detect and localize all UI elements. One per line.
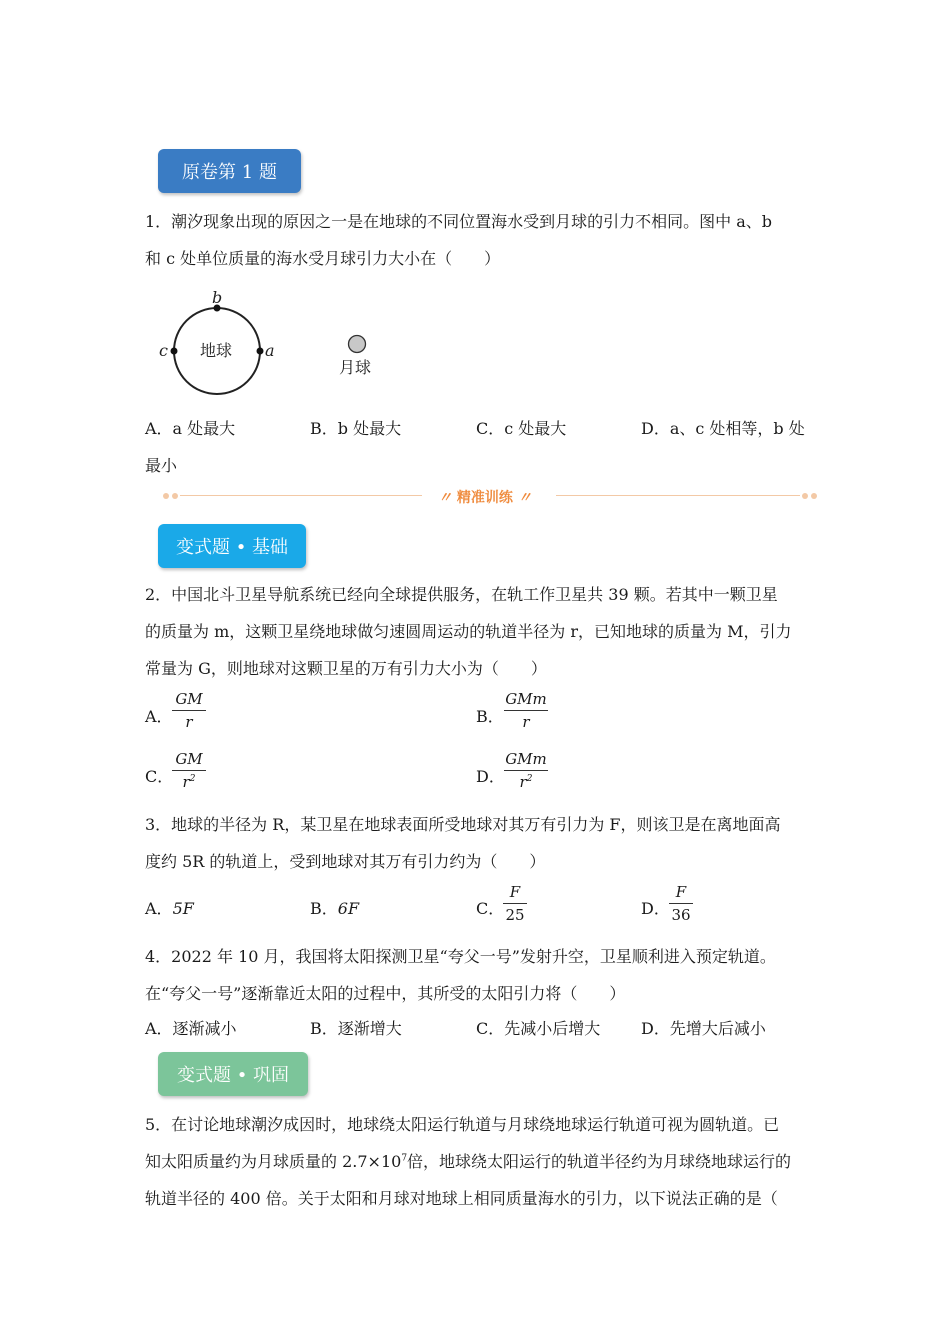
fraction-bar (504, 770, 548, 771)
divider-dot-left-1 (163, 493, 169, 499)
q2-option-a-numerator: GM (175, 690, 203, 708)
q4-option-a: A．逐渐减小 (145, 1019, 237, 1038)
original-question-badge (158, 149, 301, 193)
variant-basic-badge (158, 524, 306, 568)
point-b-label: b (212, 288, 223, 307)
q1-line1: 1．潮汐现象出现的原因之一是在地球的不同位置海水受到月球的引力不相同。图中 a、b (145, 212, 773, 231)
fraction-bar (172, 710, 206, 711)
point-a-label: a (265, 341, 275, 360)
q3-option-c-denominator: 25 (505, 906, 525, 924)
fraction-bar (504, 710, 548, 711)
q5-line1: 5．在讨论地球潮汐成因时，地球绕太阳运行轨道与月球绕地球运行轨道可视为圆轨道。已 (145, 1115, 780, 1134)
divider-label (438, 487, 532, 507)
q3-option-c-fraction (503, 883, 527, 924)
fraction-bar (669, 903, 693, 904)
fraction-bar (172, 770, 206, 771)
divider-dot-right-2 (811, 493, 817, 499)
q2-option-d-label: D． (476, 767, 505, 786)
q1-option-b: B．b 处最大 (310, 419, 402, 438)
moon-label: 月球 (339, 358, 372, 377)
q3-line2: 度约 5R 的轨道上，受到地球对其万有引力约为（ ） (145, 852, 546, 871)
q2-option-d-denominator: $r^2$ (519, 773, 533, 791)
point-c-dot (171, 348, 178, 355)
q1-option-d-continued: 最小 (145, 456, 178, 475)
q4-option-c: C．先减小后增大 (476, 1019, 601, 1038)
variant-consolidate-badge (158, 1052, 308, 1096)
q1-option-c: C．c 处最大 (476, 419, 567, 438)
divider-slash-left-icon: 〃 (438, 490, 452, 506)
q1-option-d: D．a、c 处相等，b 处 (641, 419, 805, 438)
divider-dot-right-1 (802, 493, 808, 499)
q3-option-d-fraction (669, 883, 693, 924)
point-c-label: c (159, 341, 168, 360)
q2-option-d-numerator: GMm (505, 750, 547, 768)
variant-basic-badge-label: 变式题 • 基础 (175, 537, 289, 558)
q2-line1: 2．中国北斗卫星导航系统已经向全球提供服务，在轨工作卫星共 39 颗。若其中一颗卫星 (145, 585, 778, 604)
q3-line1: 3．地球的半径为 R，某卫星在地球表面所受地球对其万有引力为 F，则该卫是在离地面高 (145, 815, 781, 834)
q4-line1: 4．2022 年 10 月，我国将太阳探测卫星“夸父一号”发射升空，卫星顺利进入预定轨道。 (145, 947, 776, 966)
q3-option-c-label: C． (476, 899, 505, 918)
variant-consolidate-badge-label: 变式题 • 巩固 (176, 1065, 290, 1086)
q3-option-a: A．5F (145, 899, 194, 918)
q2-option-b-denominator: r (522, 713, 530, 731)
q2-option-c-denominator: $r^2$ (182, 773, 196, 791)
q3-option-d-denominator: 36 (671, 906, 691, 924)
q3-option-d-numerator: F (675, 883, 687, 901)
q2-line2: 的质量为 m，这颗卫星绕地球做匀速圆周运动的轨道半径为 r，已知地球的质量为 M，引力 (145, 622, 792, 641)
q2-option-c-fraction (172, 750, 206, 791)
q2-option-a-denominator: r (185, 713, 193, 731)
q4-option-b: B．逐渐增大 (310, 1019, 402, 1038)
q2-option-d-fraction (504, 750, 548, 791)
original-question-badge-label: 原卷第 1 题 (182, 162, 277, 183)
q2-option-b-fraction (504, 690, 548, 731)
divider-line-left (180, 495, 422, 496)
moon-circle (349, 336, 366, 353)
q2-option-c-label: C． (145, 767, 174, 786)
q3-option-c-numerator: F (509, 883, 521, 901)
divider-slash-right-icon: 〃 (517, 490, 532, 506)
q2-option-b-numerator: GMm (505, 690, 547, 708)
divider-label-text: 精准训练 (456, 490, 513, 506)
q2-line3: 常量为 G，则地球对这颗卫星的万有引力大小为（ ） (145, 659, 547, 678)
q5-line3: 轨道半径的 400 倍。关于太阳和月球对地球上相同质量海水的引力，以下说法正确的是（ (145, 1189, 778, 1208)
divider-dot-left-2 (172, 493, 178, 499)
q2-option-a-fraction (172, 690, 206, 731)
q4-option-d: D．先增大后减小 (641, 1019, 766, 1038)
q3-option-d-label: D． (641, 899, 670, 918)
q5-line2: 知太阳质量约为月球质量的 $2.7\times 10^7$倍，地球绕太阳运行的轨道半径约为月球绕地球运行的 (145, 1152, 792, 1171)
divider-line-right (556, 495, 800, 496)
earth-label: 地球 (200, 341, 233, 360)
q2-option-c-numerator: GM (175, 750, 203, 768)
q1-earth-moon-figure (150, 285, 390, 400)
q4-line2: 在“夸父一号”逐渐靠近太阳的过程中，其所受的太阳引力将（ ） (145, 984, 626, 1003)
q3-option-b: B．6F (310, 899, 360, 918)
q2-option-a-label: A． (145, 707, 173, 726)
q1-option-a: A．a 处最大 (145, 419, 236, 438)
point-a-dot (257, 348, 264, 355)
fraction-bar (503, 903, 527, 904)
q1-line2: 和 c 处单位质量的海水受月球引力大小在（ ） (145, 249, 501, 268)
q2-option-b-label: B． (476, 707, 504, 726)
